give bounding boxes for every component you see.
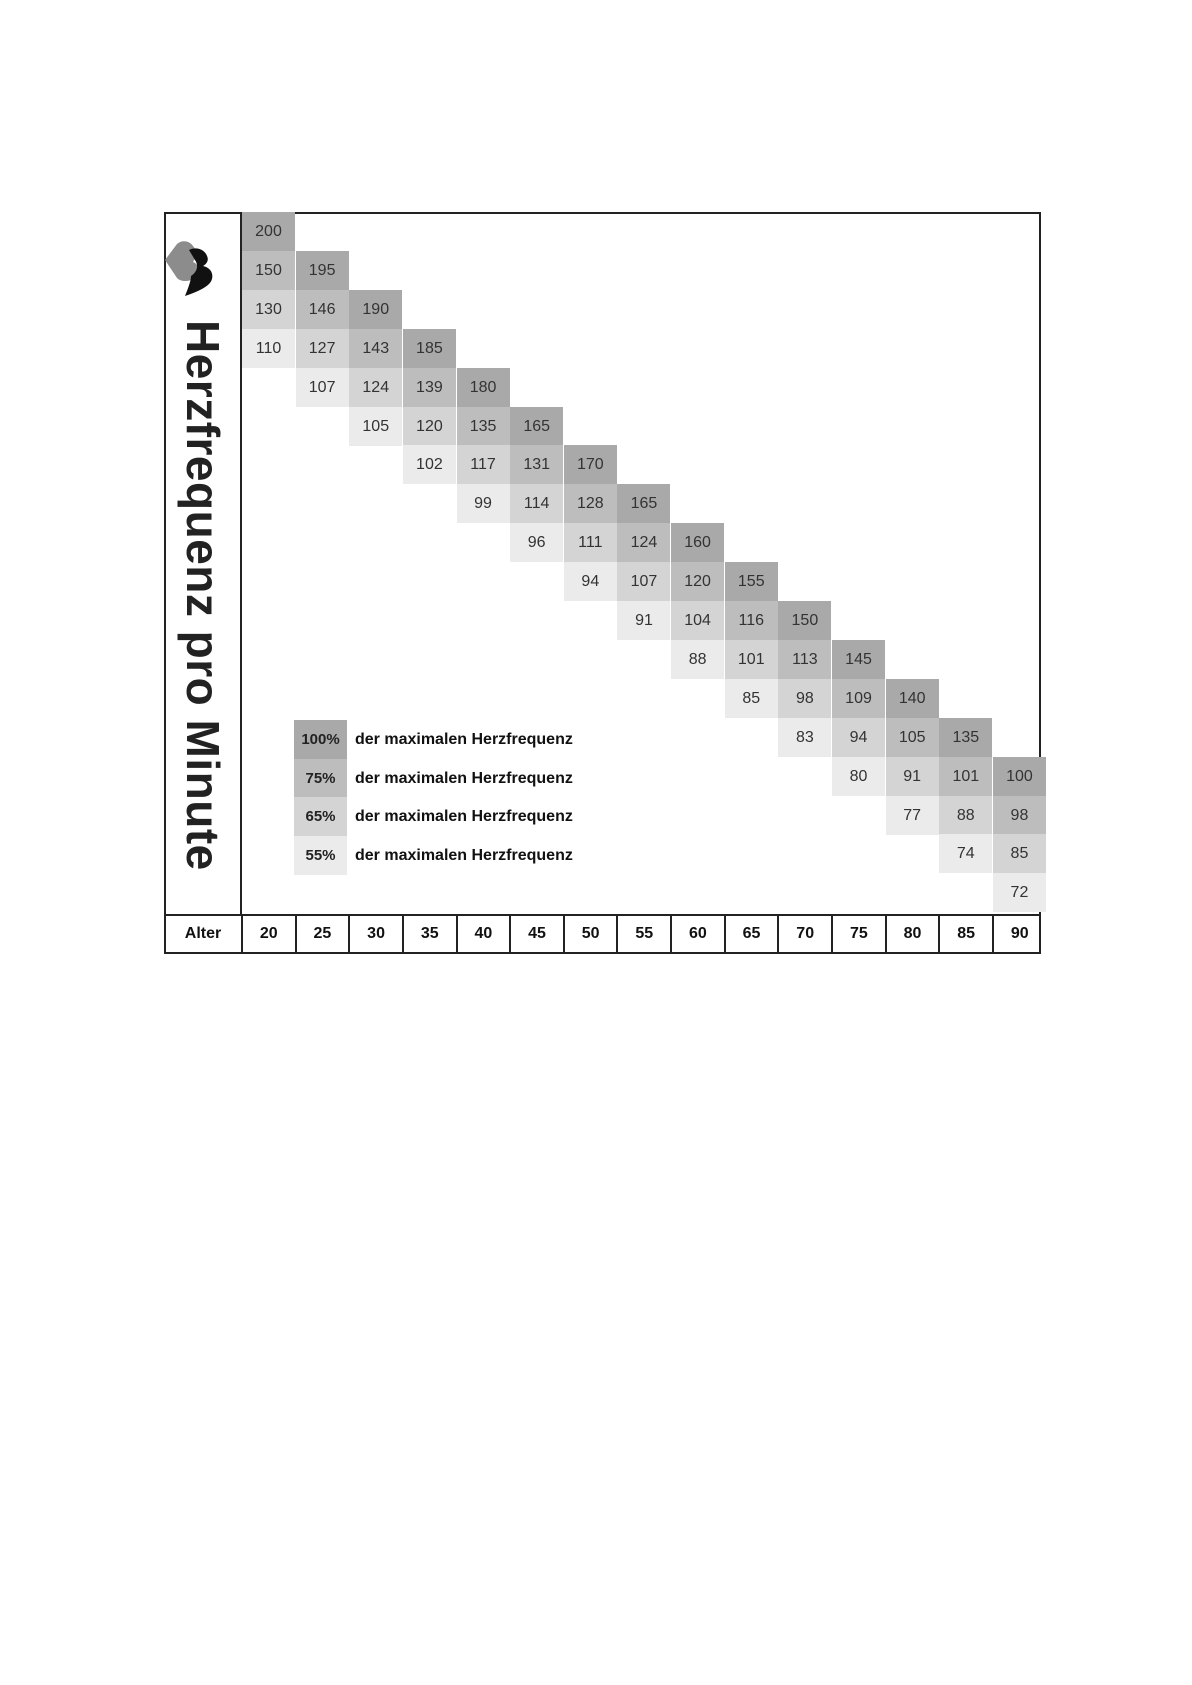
x-tick-label: 75 <box>849 925 868 942</box>
value-cell: 146 <box>296 290 349 329</box>
value-cell: 91 <box>886 757 939 796</box>
value-cell: 150 <box>242 251 295 290</box>
value-cell: 102 <box>403 445 456 484</box>
x-tick-label: 20 <box>259 925 278 942</box>
value-cell: 98 <box>778 679 831 718</box>
legend-swatch: 65% <box>294 797 347 836</box>
value-cell: 80 <box>832 757 885 796</box>
value-cell: 150 <box>778 601 831 640</box>
value-cell: 107 <box>296 368 349 407</box>
x-tick-label: 35 <box>420 925 439 942</box>
value-cell: 105 <box>886 718 939 757</box>
x-tick-label: 55 <box>635 925 654 942</box>
x-tick-label: 30 <box>367 925 385 942</box>
value-cell: 120 <box>403 407 456 446</box>
x-tick-label: 70 <box>796 925 815 942</box>
value-cell: 85 <box>993 834 1046 873</box>
value-cell: 116 <box>725 601 778 640</box>
x-tick-label: 80 <box>903 925 922 942</box>
value-cell: 120 <box>671 562 724 601</box>
value-cell: 200 <box>242 212 295 251</box>
value-cell: 117 <box>457 445 510 484</box>
value-cell: 130 <box>242 290 295 329</box>
value-cell: 170 <box>564 445 617 484</box>
x-tick-label: 60 <box>689 925 707 942</box>
value-cell: 91 <box>617 601 670 640</box>
value-cell: 94 <box>832 718 885 757</box>
value-cell: 127 <box>296 329 349 368</box>
value-cell: 128 <box>564 484 617 523</box>
value-cell: 100 <box>993 757 1046 796</box>
x-axis-label: Alter <box>184 925 222 942</box>
legend-label: der maximalen Herzfrequenz <box>355 808 573 825</box>
value-cell: 160 <box>671 523 724 562</box>
x-tick-label: 50 <box>581 925 600 942</box>
legend-label: der maximalen Herzfrequenz <box>355 769 573 787</box>
y-axis-label: Herzfrequenz pro Minute <box>177 320 229 871</box>
x-tick-label: 90 <box>1010 925 1029 942</box>
value-cell: 104 <box>671 601 724 640</box>
value-cell: 165 <box>510 407 563 446</box>
x-tick-label: 25 <box>313 925 332 942</box>
value-cell: 99 <box>457 484 510 523</box>
value-cell: 107 <box>617 562 670 601</box>
value-cell: 190 <box>349 290 402 329</box>
value-cell: 74 <box>939 834 992 873</box>
value-cell: 131 <box>510 445 563 484</box>
value-cell: 83 <box>778 718 831 757</box>
value-cell: 101 <box>939 757 992 796</box>
x-tick-label: 45 <box>528 925 546 942</box>
value-cell: 96 <box>510 523 563 562</box>
value-cell: 88 <box>939 796 992 835</box>
legend-swatch: 100% <box>294 720 347 759</box>
heart-icon <box>163 240 215 298</box>
legend-label: der maximalen Herzfrequenz <box>355 846 573 864</box>
value-cell: 155 <box>725 562 778 601</box>
value-cell: 165 <box>617 484 670 523</box>
value-cell: 185 <box>403 329 456 368</box>
legend-swatch: 55% <box>294 836 347 875</box>
value-cell: 195 <box>296 251 349 290</box>
value-cell: 143 <box>349 329 402 368</box>
legend-label: der maximalen Herzfrequenz <box>355 731 573 748</box>
value-cell: 98 <box>993 796 1046 835</box>
value-cell: 77 <box>886 796 939 835</box>
value-cell: 145 <box>832 640 885 679</box>
value-cell: 88 <box>671 640 724 679</box>
value-cell: 109 <box>832 679 885 718</box>
value-cell: 114 <box>510 484 563 523</box>
value-cell: 140 <box>886 679 939 718</box>
value-cell: 113 <box>778 640 831 679</box>
value-cell: 180 <box>457 368 510 407</box>
x-tick-label: 65 <box>742 925 761 942</box>
value-cell: 101 <box>725 640 778 679</box>
value-cell: 124 <box>617 523 670 562</box>
x-tick-label: 40 <box>474 925 493 942</box>
x-tick-label: 85 <box>957 925 976 942</box>
value-cell: 85 <box>725 679 778 718</box>
value-cell: 94 <box>564 562 617 601</box>
value-cell: 110 <box>242 329 295 368</box>
legend-swatch: 75% <box>294 759 347 798</box>
value-cell: 139 <box>403 368 456 407</box>
value-cell: 105 <box>349 407 402 446</box>
value-cell: 124 <box>349 368 402 407</box>
value-cell: 72 <box>993 873 1046 912</box>
value-cell: 135 <box>457 407 510 446</box>
value-cell: 135 <box>939 718 992 757</box>
value-cell: 111 <box>564 523 617 562</box>
